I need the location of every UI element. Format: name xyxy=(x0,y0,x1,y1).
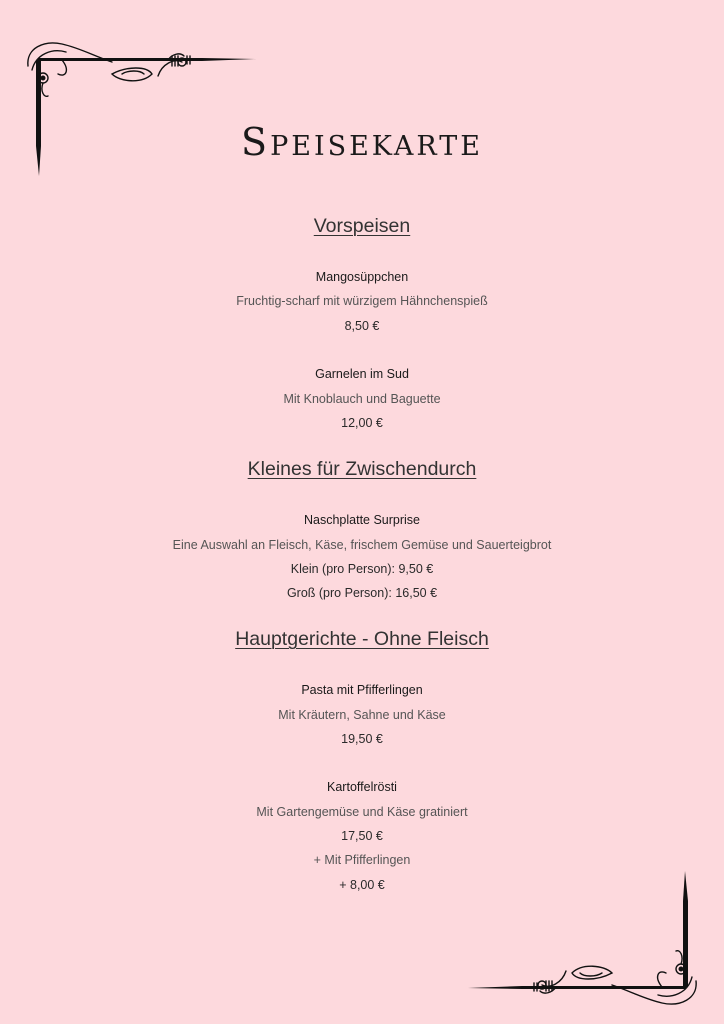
dish-description: Eine Auswahl an Fleisch, Käse, frischem Gemüse und Sauerteigbrot xyxy=(172,538,552,552)
dish-description: Mit Gartengemüse und Käse gratiniert xyxy=(256,805,468,819)
dish-price: 8,50 € xyxy=(344,319,380,333)
dish-price: 12,00 € xyxy=(341,416,383,430)
dish-description: Mit Knoblauch und Baguette xyxy=(283,392,441,406)
section-heading-hauptgerichte: Hauptgerichte - Ohne Fleisch xyxy=(235,628,489,650)
dish-name: Garnelen im Sud xyxy=(315,367,409,381)
dish-description: Mit Kräutern, Sahne und Käse xyxy=(278,708,446,722)
dish-price: 17,50 € xyxy=(341,829,383,843)
dish-name: Pasta mit Pfifferlingen xyxy=(301,683,423,697)
dish-name: Kartoffelrösti xyxy=(327,780,397,794)
section-heading-vorspeisen: Vorspeisen xyxy=(313,215,411,237)
dish-name: Naschplatte Surprise xyxy=(303,513,421,527)
dish-extra-price: + 8,00 € xyxy=(339,878,385,892)
dish-price-large: Groß (pro Person): 16,50 € xyxy=(286,586,438,600)
dish-extra-option: + Mit Pfifferlingen xyxy=(313,853,411,867)
dish-description: Fruchtig-scharf mit würzigem Hähnchenspieß xyxy=(236,294,488,308)
dish-price-small: Klein (pro Person): 9,50 € xyxy=(290,562,434,576)
page-title: Speisekarte xyxy=(241,120,483,164)
dish-price: 19,50 € xyxy=(341,732,383,746)
dish-name: Mangosüppchen xyxy=(315,270,409,284)
section-heading-kleines: Kleines für Zwischendurch xyxy=(247,458,477,480)
